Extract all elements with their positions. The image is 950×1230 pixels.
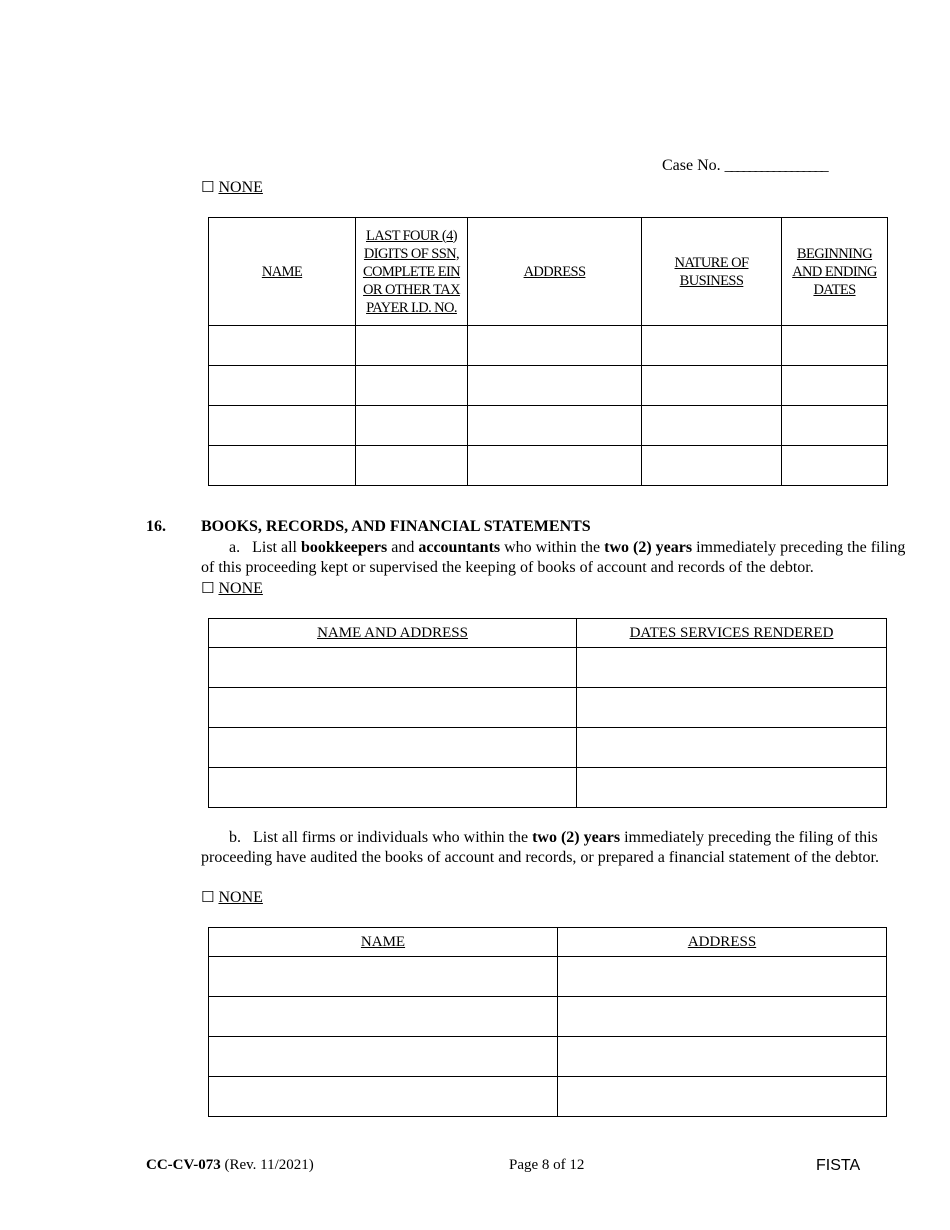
table-cell[interactable] bbox=[468, 366, 642, 406]
none-option-part-b[interactable] bbox=[201, 888, 263, 907]
table-cell[interactable] bbox=[209, 688, 577, 728]
table-cell[interactable] bbox=[642, 326, 782, 366]
section-number: 16. bbox=[146, 518, 166, 535]
table-cell[interactable] bbox=[577, 768, 887, 808]
part-a-instructions: a. List all bookkeepers and accountants who within the two (2) years immediately preceding the filing of this proceeding kept or supervised the keeping of books of account and records of the debtor. bbox=[201, 539, 906, 576]
footer-brand: FISTA bbox=[816, 1157, 861, 1174]
table-row bbox=[209, 997, 887, 1037]
table-cell[interactable] bbox=[209, 728, 577, 768]
table-cell[interactable] bbox=[558, 997, 887, 1037]
table-header-row bbox=[209, 218, 888, 326]
column-header: NATURE OF BUSINESS bbox=[642, 218, 782, 326]
table-cell[interactable] bbox=[209, 768, 577, 808]
table-cell[interactable] bbox=[468, 446, 642, 486]
table-cell[interactable] bbox=[356, 406, 468, 446]
column-header: ADDRESS bbox=[468, 218, 642, 326]
none-option-part-a[interactable] bbox=[201, 579, 263, 598]
table-cell[interactable] bbox=[356, 326, 468, 366]
part-b-letter: b. bbox=[229, 829, 241, 846]
table-cell[interactable] bbox=[558, 957, 887, 997]
table-row bbox=[209, 768, 887, 808]
none-label: NONE bbox=[218, 179, 263, 196]
table-header-row bbox=[209, 928, 887, 957]
table-cell[interactable] bbox=[356, 366, 468, 406]
table-cell[interactable] bbox=[577, 688, 887, 728]
table-cell[interactable] bbox=[782, 366, 888, 406]
table-row bbox=[209, 366, 888, 406]
table-cell[interactable] bbox=[558, 1037, 887, 1077]
case-number-label: Case No. bbox=[662, 157, 721, 174]
case-number-field[interactable]: _________________ bbox=[724, 157, 827, 174]
table-cell[interactable] bbox=[468, 326, 642, 366]
table-cell[interactable] bbox=[209, 1077, 558, 1117]
footer-form-id bbox=[146, 1157, 314, 1174]
table-row bbox=[209, 406, 888, 446]
table-row bbox=[209, 728, 887, 768]
column-header: DATES SERVICES RENDERED bbox=[577, 619, 887, 648]
column-header: BEGINNING AND ENDING DATES bbox=[782, 218, 888, 326]
case-number-line bbox=[662, 157, 827, 175]
column-header: NAME bbox=[209, 928, 558, 957]
form-id: CC-CV-073 bbox=[146, 1157, 221, 1173]
table-cell[interactable] bbox=[209, 957, 558, 997]
table-cell[interactable] bbox=[577, 648, 887, 688]
table-row bbox=[209, 1077, 887, 1117]
table-row bbox=[209, 446, 888, 486]
table-cell[interactable] bbox=[642, 446, 782, 486]
table-header-row bbox=[209, 619, 887, 648]
auditors-table bbox=[208, 927, 887, 1117]
part-b-instructions: b. List all firms or individuals who within the two (2) years immediately preceding the filing of this proceeding have audited the books of account and records, or prepared a financial statement of the debtor. bbox=[201, 829, 879, 866]
table-cell[interactable] bbox=[468, 406, 642, 446]
bookkeepers-table bbox=[208, 618, 887, 808]
table-cell[interactable] bbox=[782, 446, 888, 486]
table-cell[interactable] bbox=[209, 446, 356, 486]
column-header: NAME bbox=[209, 218, 356, 326]
table-cell[interactable] bbox=[209, 366, 356, 406]
column-header: NAME AND ADDRESS bbox=[209, 619, 577, 648]
part-a-letter: a. bbox=[229, 539, 241, 556]
form-revision: (Rev. 11/2021) bbox=[224, 1157, 314, 1173]
none-option-section15[interactable] bbox=[201, 178, 263, 197]
table-cell[interactable] bbox=[782, 406, 888, 446]
table-cell[interactable] bbox=[642, 366, 782, 406]
page-number: Page 8 of 12 bbox=[509, 1157, 585, 1173]
none-checkbox[interactable]: ☐ bbox=[201, 178, 215, 196]
none-checkbox[interactable]: ☐ bbox=[201, 579, 215, 597]
table-row bbox=[209, 957, 887, 997]
table-row bbox=[209, 1037, 887, 1077]
section-title: BOOKS, RECORDS, AND FINANCIAL STATEMENTS bbox=[201, 518, 591, 535]
table-cell[interactable] bbox=[209, 406, 356, 446]
table-cell[interactable] bbox=[209, 648, 577, 688]
column-header: ADDRESS bbox=[558, 928, 887, 957]
table-cell[interactable] bbox=[209, 1037, 558, 1077]
table-cell[interactable] bbox=[577, 728, 887, 768]
table-cell[interactable] bbox=[209, 997, 558, 1037]
table-cell[interactable] bbox=[782, 326, 888, 366]
table-row bbox=[209, 326, 888, 366]
none-label: NONE bbox=[218, 889, 263, 906]
table-row bbox=[209, 648, 887, 688]
column-header: LAST FOUR (4) DIGITS OF SSN, COMPLETE EIN OR OTHER TAX PAYER I.D. NO. bbox=[356, 218, 468, 326]
table-cell[interactable] bbox=[558, 1077, 887, 1117]
none-label: NONE bbox=[218, 580, 263, 597]
table-cell[interactable] bbox=[356, 446, 468, 486]
table-cell[interactable] bbox=[209, 326, 356, 366]
businesses-table bbox=[208, 217, 888, 486]
table-cell[interactable] bbox=[642, 406, 782, 446]
table-row bbox=[209, 688, 887, 728]
none-checkbox[interactable]: ☐ bbox=[201, 888, 215, 906]
